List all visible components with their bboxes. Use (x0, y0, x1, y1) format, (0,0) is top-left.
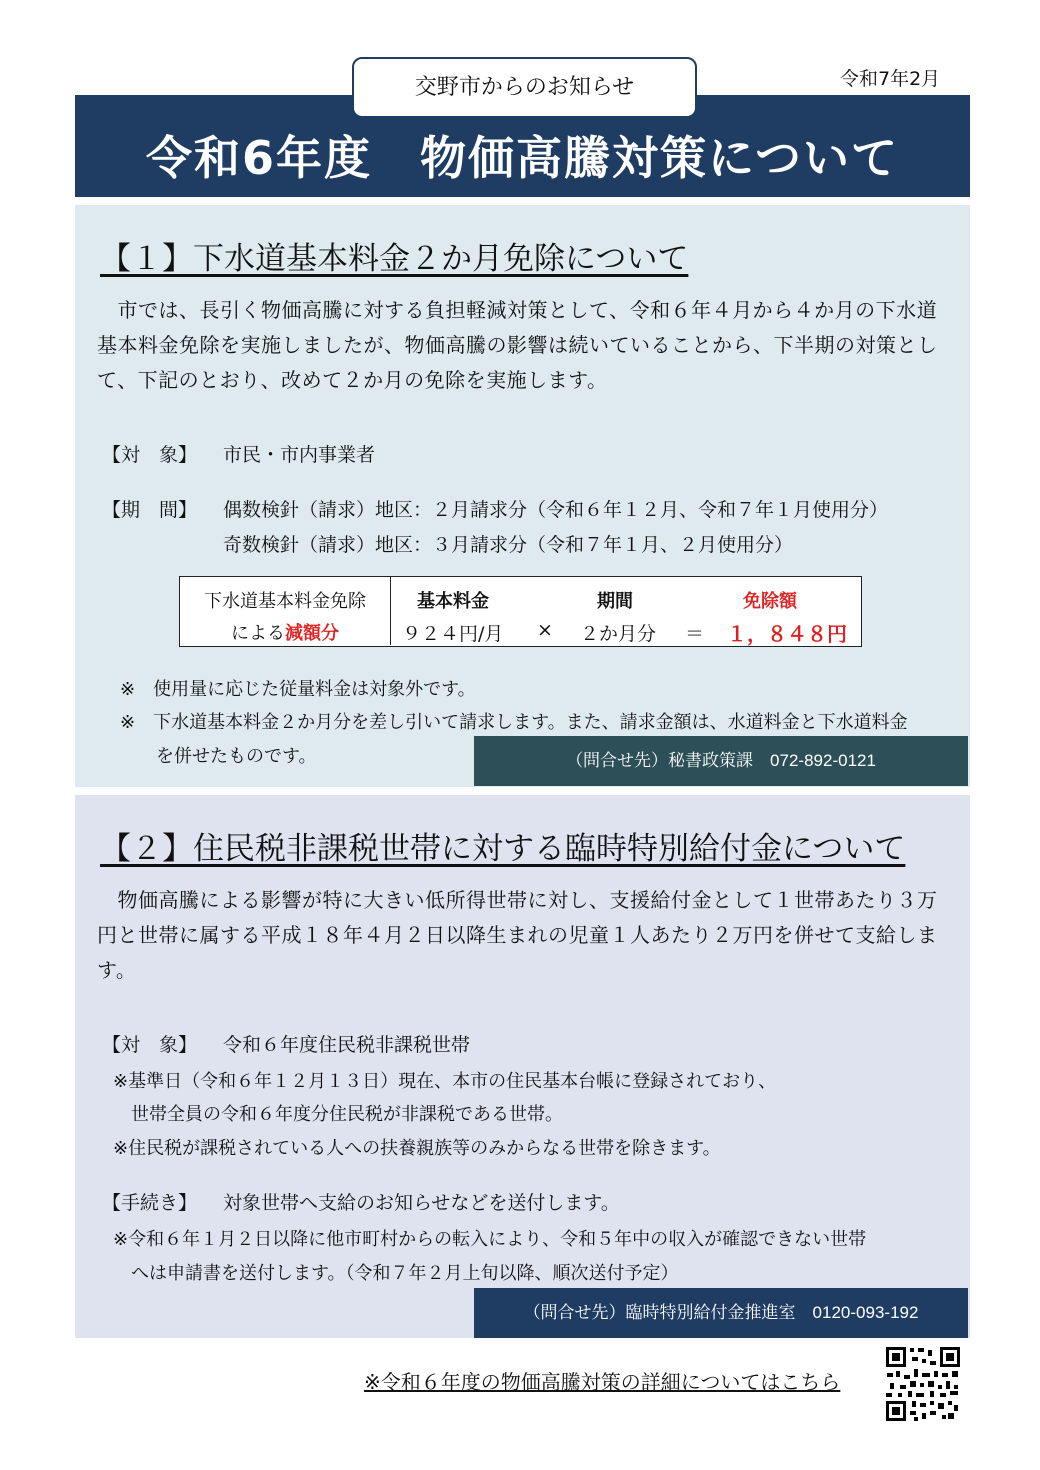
table-val-period: ２か月分 (580, 623, 657, 645)
paragraph-line: 円と世帯に属する平成１８年４月２日以降生まれの児童１人あたり２万円を併せて支給しま (97, 923, 938, 947)
paragraph-line: 基本料金免除を実施しましたが、物価高騰の影響は続いていることから、下半期の対策とし (97, 333, 938, 357)
paragraph-line: す。 (97, 958, 137, 982)
table-head-base: 基本料金 (417, 591, 489, 612)
table-op-times: × (537, 619, 553, 641)
section-benefit (75, 795, 970, 1338)
paragraph-line: 市では、長引く物価高騰に対する負担軽減対策として、令和６年４月から４か月の下水道 (97, 298, 938, 322)
table-op-equals: ＝ (685, 623, 705, 645)
table-label-prefix: による (231, 623, 285, 644)
paragraph-line: 物価高騰による影響が特に大きい低所得世帯に対し、支援給付金として１世帯あたり３万 (97, 888, 938, 912)
contact-box: （問合せ先）秘書政策課 072-892-0121 (474, 736, 968, 786)
section1-paragraph (97, 293, 967, 398)
table-head-exempt: 免除額 (743, 591, 797, 612)
target-note: ※基準日（令和６年１２月１３日）現在、本市の住民基本台帳に登録されており、 (113, 1071, 777, 1092)
table-val-base: ９２４円/月 (402, 623, 504, 645)
target-value: 市民・市内事業者 (223, 444, 376, 466)
procedure-note: ※令和６年１月２日以降に他市町村からの転入により、令和５年中の収入が確認できない世帯 (113, 1229, 867, 1250)
table-row-header-cell (180, 577, 391, 645)
fee-reduction-table (179, 576, 862, 647)
target-value: 令和６年度住民税非課税世帯 (223, 1034, 471, 1056)
period-line: 偶数検針（請求）地区：２月請求分（令和６年１２月、令和７年１月使用分） (223, 499, 889, 521)
note-line: ※ 使用量に応じた従量料金は対象外です。 (120, 679, 476, 700)
period-line: 奇数検針（請求）地区：３月請求分（令和７年１月、２月使用分） (223, 534, 794, 556)
procedure-label: 【手続き】 (102, 1192, 198, 1214)
section-sewer-fee (75, 205, 970, 787)
table-label-line: 下水道基本料金免除 (204, 591, 366, 612)
table-label-line (180, 619, 390, 645)
details-link[interactable]: ※令和６年度の物価高騰対策の詳細についてはこちら (364, 1370, 841, 1394)
section2-heading: 【２】住民税非課税世帯に対する臨時特別給付金について (100, 831, 906, 867)
contact-box: （問合せ先）臨時特別給付金推進室 0120-093-192 (474, 1288, 968, 1338)
target-label: 【対 象】 (102, 1034, 198, 1056)
section2-paragraph (97, 883, 967, 988)
target-note: ※住民税が課税されている人への扶養親族等のみからなる世帯を除きます。 (113, 1138, 721, 1159)
procedure-note: へは申請書を送付します。（令和７年２月上旬以降、順次送付予定） (113, 1263, 679, 1284)
target-label: 【対 象】 (102, 444, 198, 466)
issue-date: 令和7年2月 (840, 68, 941, 90)
table-head-period: 期間 (597, 591, 633, 612)
procedure-value: 対象世帯へ支給のお知らせなどを送付します。 (223, 1192, 620, 1214)
note-line: を併せたものです。 (120, 746, 317, 767)
period-label: 【期 間】 (102, 499, 198, 521)
notice-label: 交野市からのお知らせ (352, 57, 697, 118)
page-title: 令和6年度 物価高騰対策について (145, 131, 900, 185)
qr-code-icon[interactable] (884, 1345, 962, 1423)
table-label-emphasis: 減額分 (285, 623, 339, 644)
section1-heading: 【１】下水道基本料金２か月免除について (100, 241, 689, 277)
paragraph-line: て、下記のとおり、改めて２か月の免除を実施します。 (97, 368, 608, 392)
note-line: ※ 下水道基本料金２か月分を差し引いて請求します。また、請求金額は、水道料金と下水道料金 (120, 712, 908, 733)
table-val-exempt: １，８４８円 (727, 622, 847, 646)
target-note: 世帯全員の令和６年度分住民税が非課税である世帯。 (113, 1104, 563, 1125)
